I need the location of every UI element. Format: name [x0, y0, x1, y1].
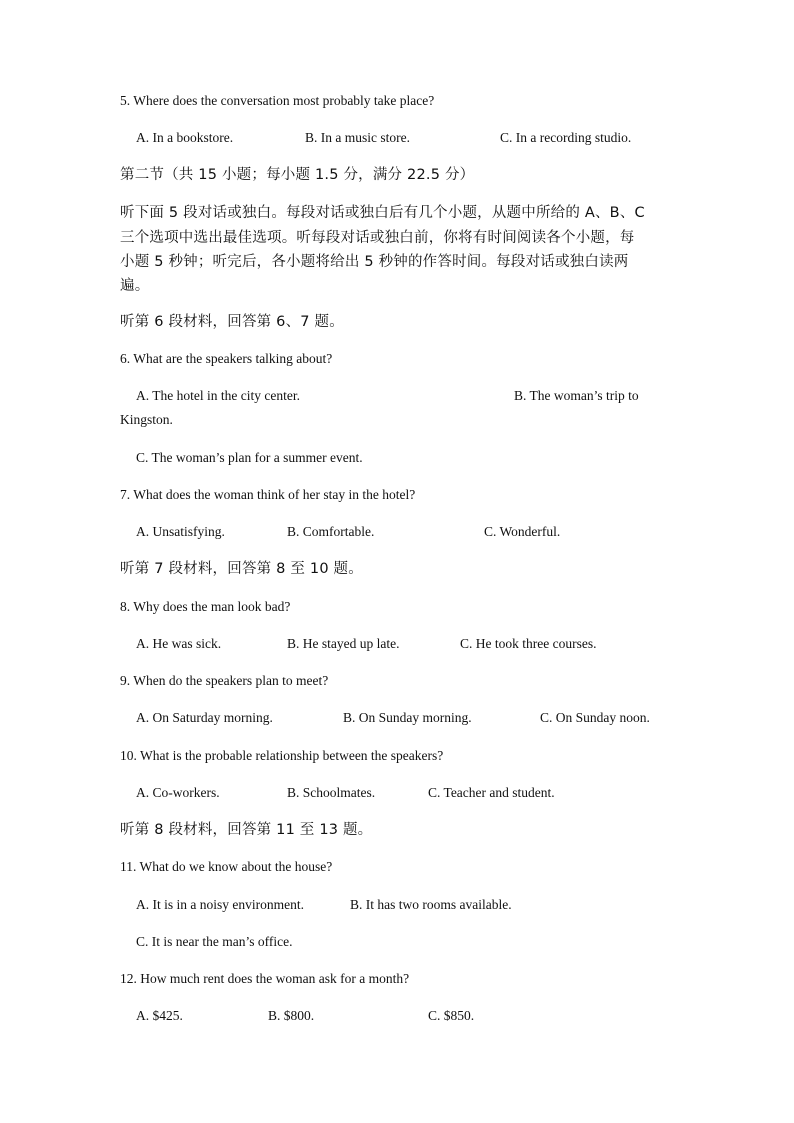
question-7-stem: 7. What does the woman think of her stay in the hotel? — [120, 487, 416, 502]
question-11-option-c: C. It is near the man’s office. — [136, 934, 293, 949]
material-8-heading: 听第 8 段材料，回答第 11 至 13 题。 — [120, 822, 373, 838]
question-5-option-b: B. In a music store. — [305, 130, 410, 145]
question-11-option-a: A. It is in a noisy environment. — [136, 897, 304, 912]
question-5-option-a: A. In a bookstore. — [136, 130, 234, 145]
question-12-option-c: C. $850. — [428, 1008, 475, 1023]
question-5-option-c: C. In a recording studio. — [500, 130, 632, 145]
question-8-option-a: A. He was sick. — [136, 636, 222, 651]
question-9-option-b: B. On Sunday morning. — [343, 710, 472, 725]
section-2-instructions-line-1: 听下面 5 段对话或独白。每段对话或独白后有几个小题，从题中所给的 A、B、C — [120, 205, 645, 221]
question-12-stem: 12. How much rent does the woman ask for a month? — [120, 971, 410, 986]
question-7-option-c: C. Wonderful. — [484, 524, 561, 539]
material-6-heading: 听第 6 段材料，回答第 6、7 题。 — [120, 314, 344, 330]
question-9-option-a: A. On Saturday morning. — [136, 710, 273, 725]
section-2-instructions-line-2: 三个选项中选出最佳选项。听每段对话或独白前，你将有时间阅读各个小题，每 — [120, 230, 635, 246]
question-8-option-c: C. He took three courses. — [460, 636, 597, 651]
question-6-option-b: B. The woman’s trip to — [514, 388, 639, 403]
question-12-option-b: B. $800. — [268, 1008, 315, 1023]
question-8-option-b: B. He stayed up late. — [287, 636, 400, 651]
question-6-option-a: A. The hotel in the city center. — [136, 388, 300, 403]
section-2-instructions-line-3: 小题 5 秒钟；听完后，各小题将给出 5 秒钟的作答时间。每段对话或独白读两 — [120, 254, 629, 270]
question-5-stem: 5. Where does the conversation most probably take place? — [120, 93, 435, 108]
question-10-stem: 10. What is the probable relationship between the speakers? — [120, 748, 444, 763]
question-12-option-a: A. $425. — [136, 1008, 183, 1023]
question-9-stem: 9. When do the speakers plan to meet? — [120, 673, 329, 688]
question-10-option-b: B. Schoolmates. — [287, 785, 376, 800]
question-11-stem: 11. What do we know about the house? — [120, 859, 333, 874]
question-7-option-a: A. Unsatisfying. — [136, 524, 225, 539]
question-6-stem: 6. What are the speakers talking about? — [120, 351, 333, 366]
question-8-stem: 8. Why does the man look bad? — [120, 599, 291, 614]
section-2-instructions-line-4: 遍。 — [120, 278, 150, 294]
question-10-option-c: C. Teacher and student. — [428, 785, 555, 800]
question-7-option-b: B. Comfortable. — [287, 524, 375, 539]
question-9-option-c: C. On Sunday noon. — [540, 710, 650, 725]
section-2-title: 第二节（共 15 小题；每小题 1.5 分，满分 22.5 分） — [120, 167, 475, 183]
question-11-option-b: B. It has two rooms available. — [350, 897, 512, 912]
question-6-option-c: C. The woman’s plan for a summer event. — [136, 450, 363, 465]
question-6-option-b-continued: Kingston. — [120, 412, 173, 427]
question-10-option-a: A. Co-workers. — [136, 785, 220, 800]
material-7-heading: 听第 7 段材料，回答第 8 至 10 题。 — [120, 561, 363, 577]
